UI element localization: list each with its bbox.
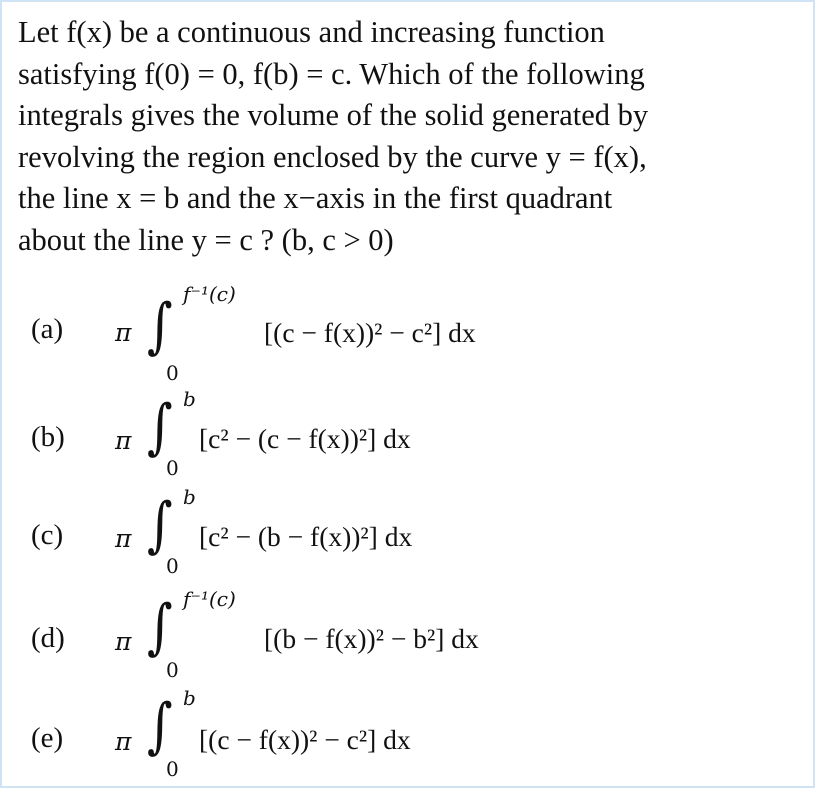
integrand-expression: [c² − (b − f(x))²] dx bbox=[199, 521, 413, 552]
answer-choice-d[interactable] bbox=[2, 585, 815, 683]
upper-limit: b bbox=[183, 686, 196, 710]
upper-limit: b bbox=[183, 387, 196, 411]
integral-symbol: ∫ bbox=[147, 592, 173, 662]
upper-limit: f⁻¹(c) bbox=[183, 282, 236, 306]
answer-choice-c[interactable] bbox=[2, 487, 815, 585]
integrand-expression: [(b − f(x))² − b²] dx bbox=[264, 623, 479, 654]
lower-limit: 0 bbox=[166, 757, 179, 781]
upper-limit: b bbox=[183, 485, 196, 509]
answer-choice-a[interactable] bbox=[2, 282, 815, 386]
pi-symbol: π bbox=[115, 318, 132, 347]
lower-limit: 0 bbox=[166, 361, 179, 385]
lower-limit: 0 bbox=[166, 554, 179, 578]
question-line: about the line y = c ? (b, c > 0) bbox=[18, 222, 394, 257]
question-line: satisfying f(0) = 0, f(b) = c. Which of the following bbox=[18, 56, 645, 91]
pi-symbol: π bbox=[115, 627, 132, 656]
question-line: integrals gives the volume of the solid generated by bbox=[18, 98, 649, 132]
integral-symbol: ∫ bbox=[147, 691, 173, 761]
answer-choice-e[interactable] bbox=[2, 688, 815, 786]
choice-label: (d) bbox=[31, 622, 65, 654]
pi-symbol: π bbox=[115, 727, 132, 756]
integrand-expression: [c² − (c − f(x))²] dx bbox=[199, 423, 411, 454]
choice-label: (b) bbox=[31, 421, 65, 453]
pi-symbol: π bbox=[115, 524, 132, 553]
integral-symbol: ∫ bbox=[147, 392, 173, 462]
question-line: the line x = b and the x−axis in the first quadrant bbox=[18, 181, 613, 215]
integral-symbol: ∫ bbox=[147, 291, 173, 361]
integrand-expression: [(c − f(x))² − c²] dx bbox=[199, 724, 411, 755]
integral-symbol: ∫ bbox=[147, 490, 173, 560]
lower-limit: 0 bbox=[166, 456, 179, 480]
lower-limit: 0 bbox=[166, 658, 179, 682]
choice-label: (e) bbox=[31, 722, 64, 754]
question-text bbox=[18, 12, 798, 261]
question-line: Let f(x) be a continuous and increasing function bbox=[18, 15, 605, 49]
integrand-expression: [(c − f(x))² − c²] dx bbox=[264, 317, 476, 348]
choice-label: (c) bbox=[31, 519, 64, 551]
upper-limit: f⁻¹(c) bbox=[183, 587, 236, 611]
answer-choice-b[interactable] bbox=[2, 389, 815, 487]
question-line: revolving the region enclosed by the curve y = f(x), bbox=[18, 139, 647, 174]
pi-symbol: π bbox=[115, 426, 132, 455]
choice-label: (a) bbox=[31, 313, 64, 345]
